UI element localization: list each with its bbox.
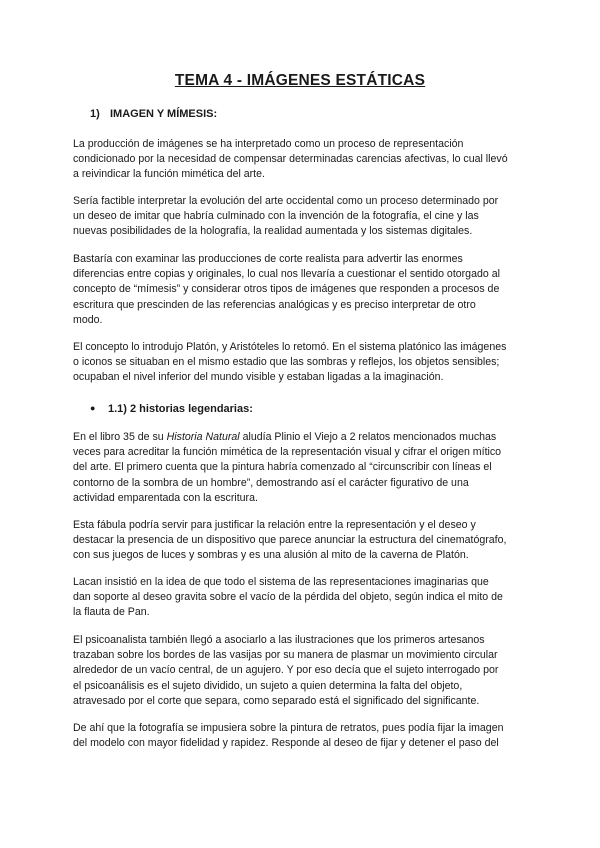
paragraph-line: del arte. El primero cuenta que la pintura habría comenzado al “circunscribir con líneas el xyxy=(73,461,492,474)
paragraph-line: condicionado por la necesidad de compensar determinadas carencias afectivas, lo cual llevó xyxy=(73,153,508,166)
bullet-icon: ● xyxy=(90,403,96,413)
section-heading-text: IMAGEN Y MÍMESIS: xyxy=(110,108,218,120)
paragraph-line: diferencias entre copias y originales, lo cual nos llevaría a cuestionar el sentido otorgado al xyxy=(73,268,500,281)
paragraph-7 xyxy=(73,575,528,621)
paragraph-4 xyxy=(73,340,528,386)
paragraph-line: veces para acreditar la función mimética de la representación visual y cifrar el origen mítico xyxy=(73,446,502,459)
paragraph-line: El concepto lo introdujo Platón, y Aristóteles lo retomó. En el sistema platónico las imágenes xyxy=(73,341,507,353)
paragraph-1 xyxy=(73,137,528,183)
paragraph-line: Lacan insistió en la idea de que todo el sistema de las representaciones imaginarias que xyxy=(73,576,489,588)
paragraph-line: De ahí que la fotografía se impusiera sobre la pintura de retratos, pues podía fijar la imagen xyxy=(73,722,504,734)
paragraph-line: Bastaría con examinar las producciones de corte realista para advertir las enormes xyxy=(73,253,463,265)
text-run: aludía Plinio el Viejo a 2 relatos mencionados muchas xyxy=(239,431,497,443)
paragraph-line: atravesado por el corte que separa, como separado está el significado del significante. xyxy=(73,694,480,707)
paragraph-8 xyxy=(73,633,528,709)
paragraph-line: modo. xyxy=(73,313,103,326)
paragraph-line: del modelo con mayor fidelidad y rapidez. Responde al deseo de fijar y detener el paso del xyxy=(73,737,499,750)
paragraph-9 xyxy=(73,721,528,751)
paragraph-3 xyxy=(73,252,528,328)
paragraph-line: Esta fábula podría servir para justificar la relación entre la representación y el deseo y xyxy=(73,519,476,531)
paragraph-line: actividad emparentada con la escritura. xyxy=(73,491,258,504)
paragraph-line: contorno de la sombra de un hombre”, demostrando así el carácter figurativo de una xyxy=(73,476,469,489)
text-run: En el libro 35 de su xyxy=(73,431,167,443)
paragraph-line: ocupaban el nivel inferior del mundo visible y estaban ligadas a la imaginación. xyxy=(73,371,444,384)
paragraph-line: un deseo de imitar que habría culminado con la invención de la fotografía, el cine y las xyxy=(73,210,479,223)
paragraph-6 xyxy=(73,518,528,564)
paragraph-line xyxy=(73,430,528,445)
paragraph-line: nuevas posibilidades de la holografía, la realidad aumentada y los sistemas digitales. xyxy=(73,225,473,238)
paragraph-line: la flauta de Pan. xyxy=(73,606,150,619)
paragraph-line: el psicoanálisis es el sujeto dividido, un sujeto a quien determina la falta del objeto, xyxy=(73,679,463,692)
paragraph-line: dan soporte al deseo gravita sobre el vacío de la pérdida del objeto, según indica el mito de xyxy=(73,591,503,604)
paragraph-line: La producción de imágenes se ha interpretado como un proceso de representación xyxy=(73,138,464,150)
paragraph-line: Sería factible interpretar la evolución del arte occidental como un proceso determinado por xyxy=(73,195,499,207)
paragraph-line: alrededor de un vacío central, de un agujero. Y por eso decía que el sujeto interrogado por xyxy=(73,664,499,677)
subsection-heading-text: 1.1) 2 historias legendarias: xyxy=(108,403,253,415)
paragraph-5 xyxy=(73,430,528,506)
section-number: 1) xyxy=(90,108,100,120)
section-heading-imagen-mimesis xyxy=(90,108,217,120)
subsection-heading-historias xyxy=(90,403,253,415)
paragraph-2 xyxy=(73,194,528,240)
paragraph-line: con sus juegos de luces y sombras y es una alusión al mito de la caverna de Platón. xyxy=(73,549,469,562)
paragraph-line: concepto de “mímesis” y considerar otros tipos de imágenes que responden a procesos de xyxy=(73,283,500,296)
paragraph-line: destacar la presencia de un dispositivo que parece anunciar la estructura del cinematógrafo, xyxy=(73,534,507,547)
paragraph-line: escritura que prescinden de las referencias analógicas y es preciso interpretar de otro xyxy=(73,298,476,311)
paragraph-line: o iconos se situaban en el mismo estadio que las sombras y reflejos, los objetos sensibles; xyxy=(73,356,500,369)
paragraph-line: a reivindicar la función mimética del arte. xyxy=(73,168,265,181)
paragraph-line: trazaban sobre los bordes de las vasijas por su manera de plasmar un movimiento circular xyxy=(73,649,498,662)
page-title: TEMA 4 - IMÁGENES ESTÁTICAS xyxy=(174,72,426,89)
paragraph-line: El psicoanalista también llegó a asociarlo a las ilustraciones que los primeros artesanos xyxy=(73,634,485,646)
book-title-italic: Historia Natural xyxy=(166,431,240,443)
